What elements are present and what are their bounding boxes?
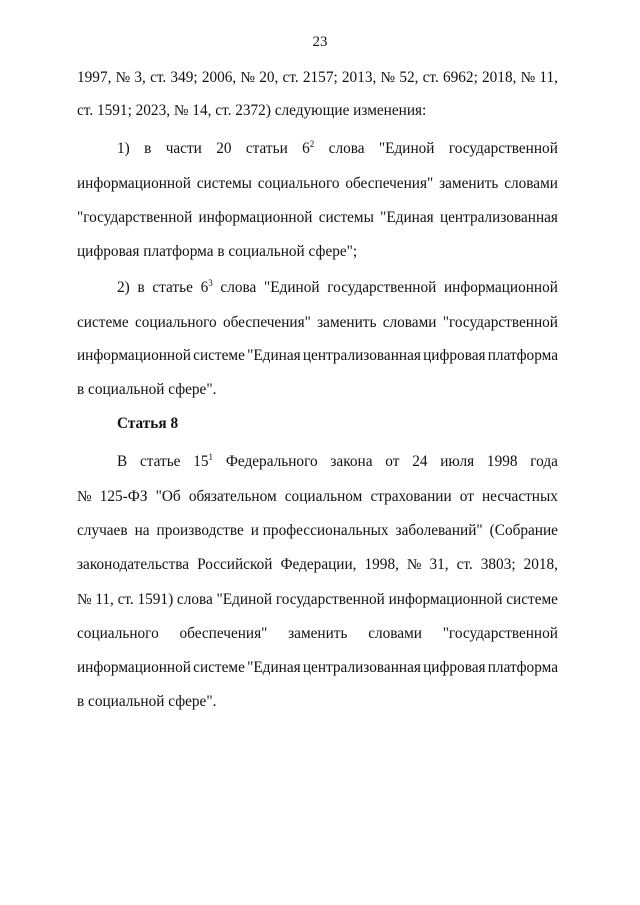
text-line [77, 521, 558, 541]
text-line [117, 139, 558, 159]
word: 2157; [302, 69, 338, 86]
word: централизованная [302, 659, 421, 676]
word: Российской [197, 556, 273, 573]
word: от [385, 453, 400, 470]
text-line [77, 346, 558, 366]
word: 3803; [480, 556, 516, 573]
word: страховании [370, 488, 452, 505]
word: несчастных [482, 488, 558, 505]
word: 20, [259, 69, 279, 86]
text-line [77, 624, 558, 644]
word: ст. 1591; 2023, № 14, ст. 2372) следующие изменения: [77, 102, 427, 119]
word: социального [134, 314, 217, 331]
superscript: 1 [208, 452, 214, 462]
word: информационной [77, 659, 191, 676]
word: системе [506, 591, 558, 608]
word: 52, [399, 69, 419, 86]
word: информационной [198, 209, 313, 226]
word: системы [196, 175, 252, 192]
word: словами [368, 625, 422, 642]
word: цифровая [423, 347, 486, 364]
word: системы [318, 209, 374, 226]
word: 3, [134, 69, 146, 86]
text-line [77, 658, 558, 678]
word: в [144, 140, 152, 157]
word: в социальной сфере". [77, 381, 217, 398]
word: обеспечения" [345, 175, 434, 192]
word: системе [193, 659, 245, 676]
word: заменить [439, 175, 499, 192]
word: 1997, [77, 69, 112, 86]
word: централизованная [302, 347, 421, 364]
word: 1591) [137, 591, 174, 608]
word: ст. [150, 69, 167, 86]
word: № [115, 69, 131, 86]
word: централизованная [439, 209, 558, 226]
word: государственной [448, 140, 558, 157]
word: 11, [539, 69, 558, 86]
word: 2006, [201, 69, 237, 86]
word: обеспечения" [222, 314, 311, 331]
word: "Единой [378, 140, 435, 157]
word: системе [193, 347, 245, 364]
word: случаев [77, 522, 128, 539]
word: слова [176, 591, 213, 608]
word: обеспечения" [179, 625, 268, 642]
word: Федерального [225, 453, 318, 470]
word: "Единой [263, 279, 320, 296]
text-line [77, 208, 558, 228]
word: 31, [429, 556, 449, 573]
word: № [406, 556, 422, 573]
word: от [459, 488, 474, 505]
word: социальном [284, 488, 363, 505]
word: информационной [388, 591, 503, 608]
word: в [137, 279, 145, 296]
text-line [77, 555, 558, 575]
page-number: 23 [312, 34, 328, 50]
word: 6962; [442, 69, 478, 86]
word: статье [152, 279, 193, 296]
text-line [77, 692, 558, 712]
word: обязательном [188, 488, 277, 505]
text-line [77, 590, 558, 610]
word: заменить [317, 314, 377, 331]
word: "Единой [216, 591, 273, 608]
word: года [530, 453, 558, 470]
text-line [117, 278, 558, 298]
word: цифровая [423, 659, 486, 676]
text-line [77, 174, 558, 194]
word: заменить [288, 625, 348, 642]
word: словами [504, 175, 558, 192]
word: государственной [327, 279, 437, 296]
word: "государственной [442, 625, 558, 642]
word: "Единая [247, 659, 301, 676]
word: $6^2$ [302, 139, 315, 157]
word: платформа [487, 659, 558, 676]
text-line [77, 313, 558, 333]
word: № [240, 69, 256, 86]
word: информационной [77, 175, 191, 192]
word: ст. [422, 69, 439, 86]
word: $15^1$ [193, 452, 214, 470]
word: 1998 [486, 453, 518, 470]
word: "государственной [442, 314, 558, 331]
word: 2) [117, 279, 130, 296]
text-line [77, 380, 558, 400]
word: 349; [170, 69, 198, 86]
word: 20 [216, 140, 232, 157]
word: № [520, 69, 536, 86]
word: 125-ФЗ [99, 488, 148, 505]
word: $6^3$ [200, 278, 213, 296]
word: ст. [456, 556, 473, 573]
word: статье [139, 453, 181, 470]
text-line [117, 452, 558, 472]
word: "Единая [247, 347, 301, 364]
word: Федерации, [280, 556, 357, 573]
word: в социальной сфере". [77, 693, 217, 710]
word: статьи [245, 140, 288, 157]
word: (Собрание [489, 522, 558, 539]
word: социального [257, 175, 340, 192]
word: социального [77, 625, 159, 642]
superscript: 2 [309, 139, 315, 149]
text-line [77, 487, 558, 507]
word: 2013, [341, 69, 377, 86]
word: части [165, 140, 202, 157]
word: 11, [95, 591, 114, 608]
word: июля [440, 453, 475, 470]
word: "Единая [380, 209, 434, 226]
word: 1998, [364, 556, 399, 573]
word: 2018, [523, 556, 558, 573]
word: слова [220, 279, 257, 296]
word: № [77, 591, 92, 608]
word: производстве [156, 522, 244, 539]
word: законодательства [77, 556, 190, 573]
word: государственной [275, 591, 385, 608]
word: на [134, 522, 150, 539]
word: цифровая платформа в социальной сфере"; [77, 243, 358, 260]
word: слова [328, 140, 365, 157]
word: № [77, 488, 92, 505]
word: системе [77, 314, 129, 331]
word: закона [330, 453, 373, 470]
word: информационной [77, 347, 191, 364]
word: 24 [412, 453, 428, 470]
word: 1) [117, 140, 130, 157]
text-line [77, 101, 558, 121]
text-line [77, 242, 558, 262]
word: "государственной [77, 209, 193, 226]
word: и профессиональных [250, 522, 389, 539]
word: "Об [155, 488, 181, 505]
word: В [117, 453, 128, 470]
word: словами [382, 314, 437, 331]
word: № [380, 69, 396, 86]
word: информационной [443, 279, 558, 296]
word: платформа [487, 347, 558, 364]
word: заболеваний" [395, 522, 483, 539]
superscript: 3 [208, 278, 213, 288]
text-line [77, 68, 558, 88]
word: ст. [117, 591, 134, 608]
word: 2018, [482, 69, 517, 86]
word: ст. [282, 69, 299, 86]
article-heading: Статья 8 [117, 415, 179, 432]
